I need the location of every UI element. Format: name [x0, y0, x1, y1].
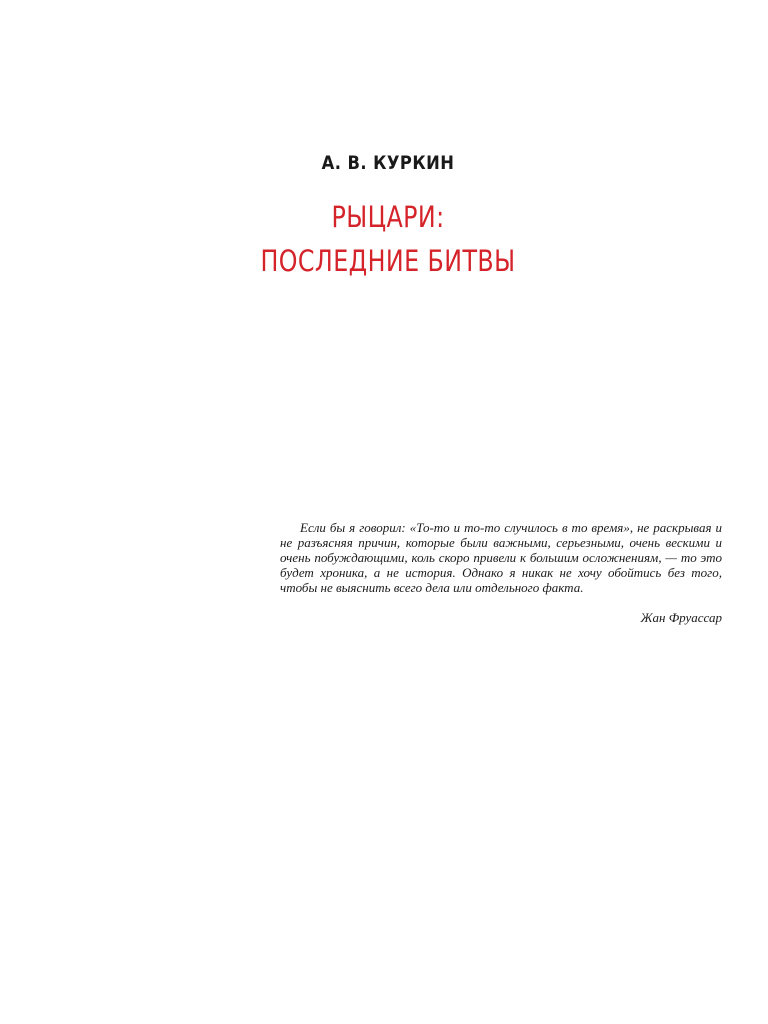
- epigraph-attribution: Жан Фруассар: [640, 610, 722, 625]
- author-name: А. В. КУРКИН: [321, 152, 455, 174]
- book-title-line-2: ПОСЛЕДНИЕ БИТВЫ: [260, 244, 516, 278]
- book-title-line-1: РЫЦАРИ:: [331, 200, 445, 234]
- epigraph-text: Если бы я говорил: «То-то и то-то случилось в то время», не раскрывая и не разъясняя причин, которые были важными, серьезными, очень вескими и очень побуждающими, коль скоро привели к большим осложнениям, — то это будет хроника, а не история. Однако я никак не хочу обойтись без того, чтобы не выяснить всего дела или отдельного факта.: [280, 520, 722, 595]
